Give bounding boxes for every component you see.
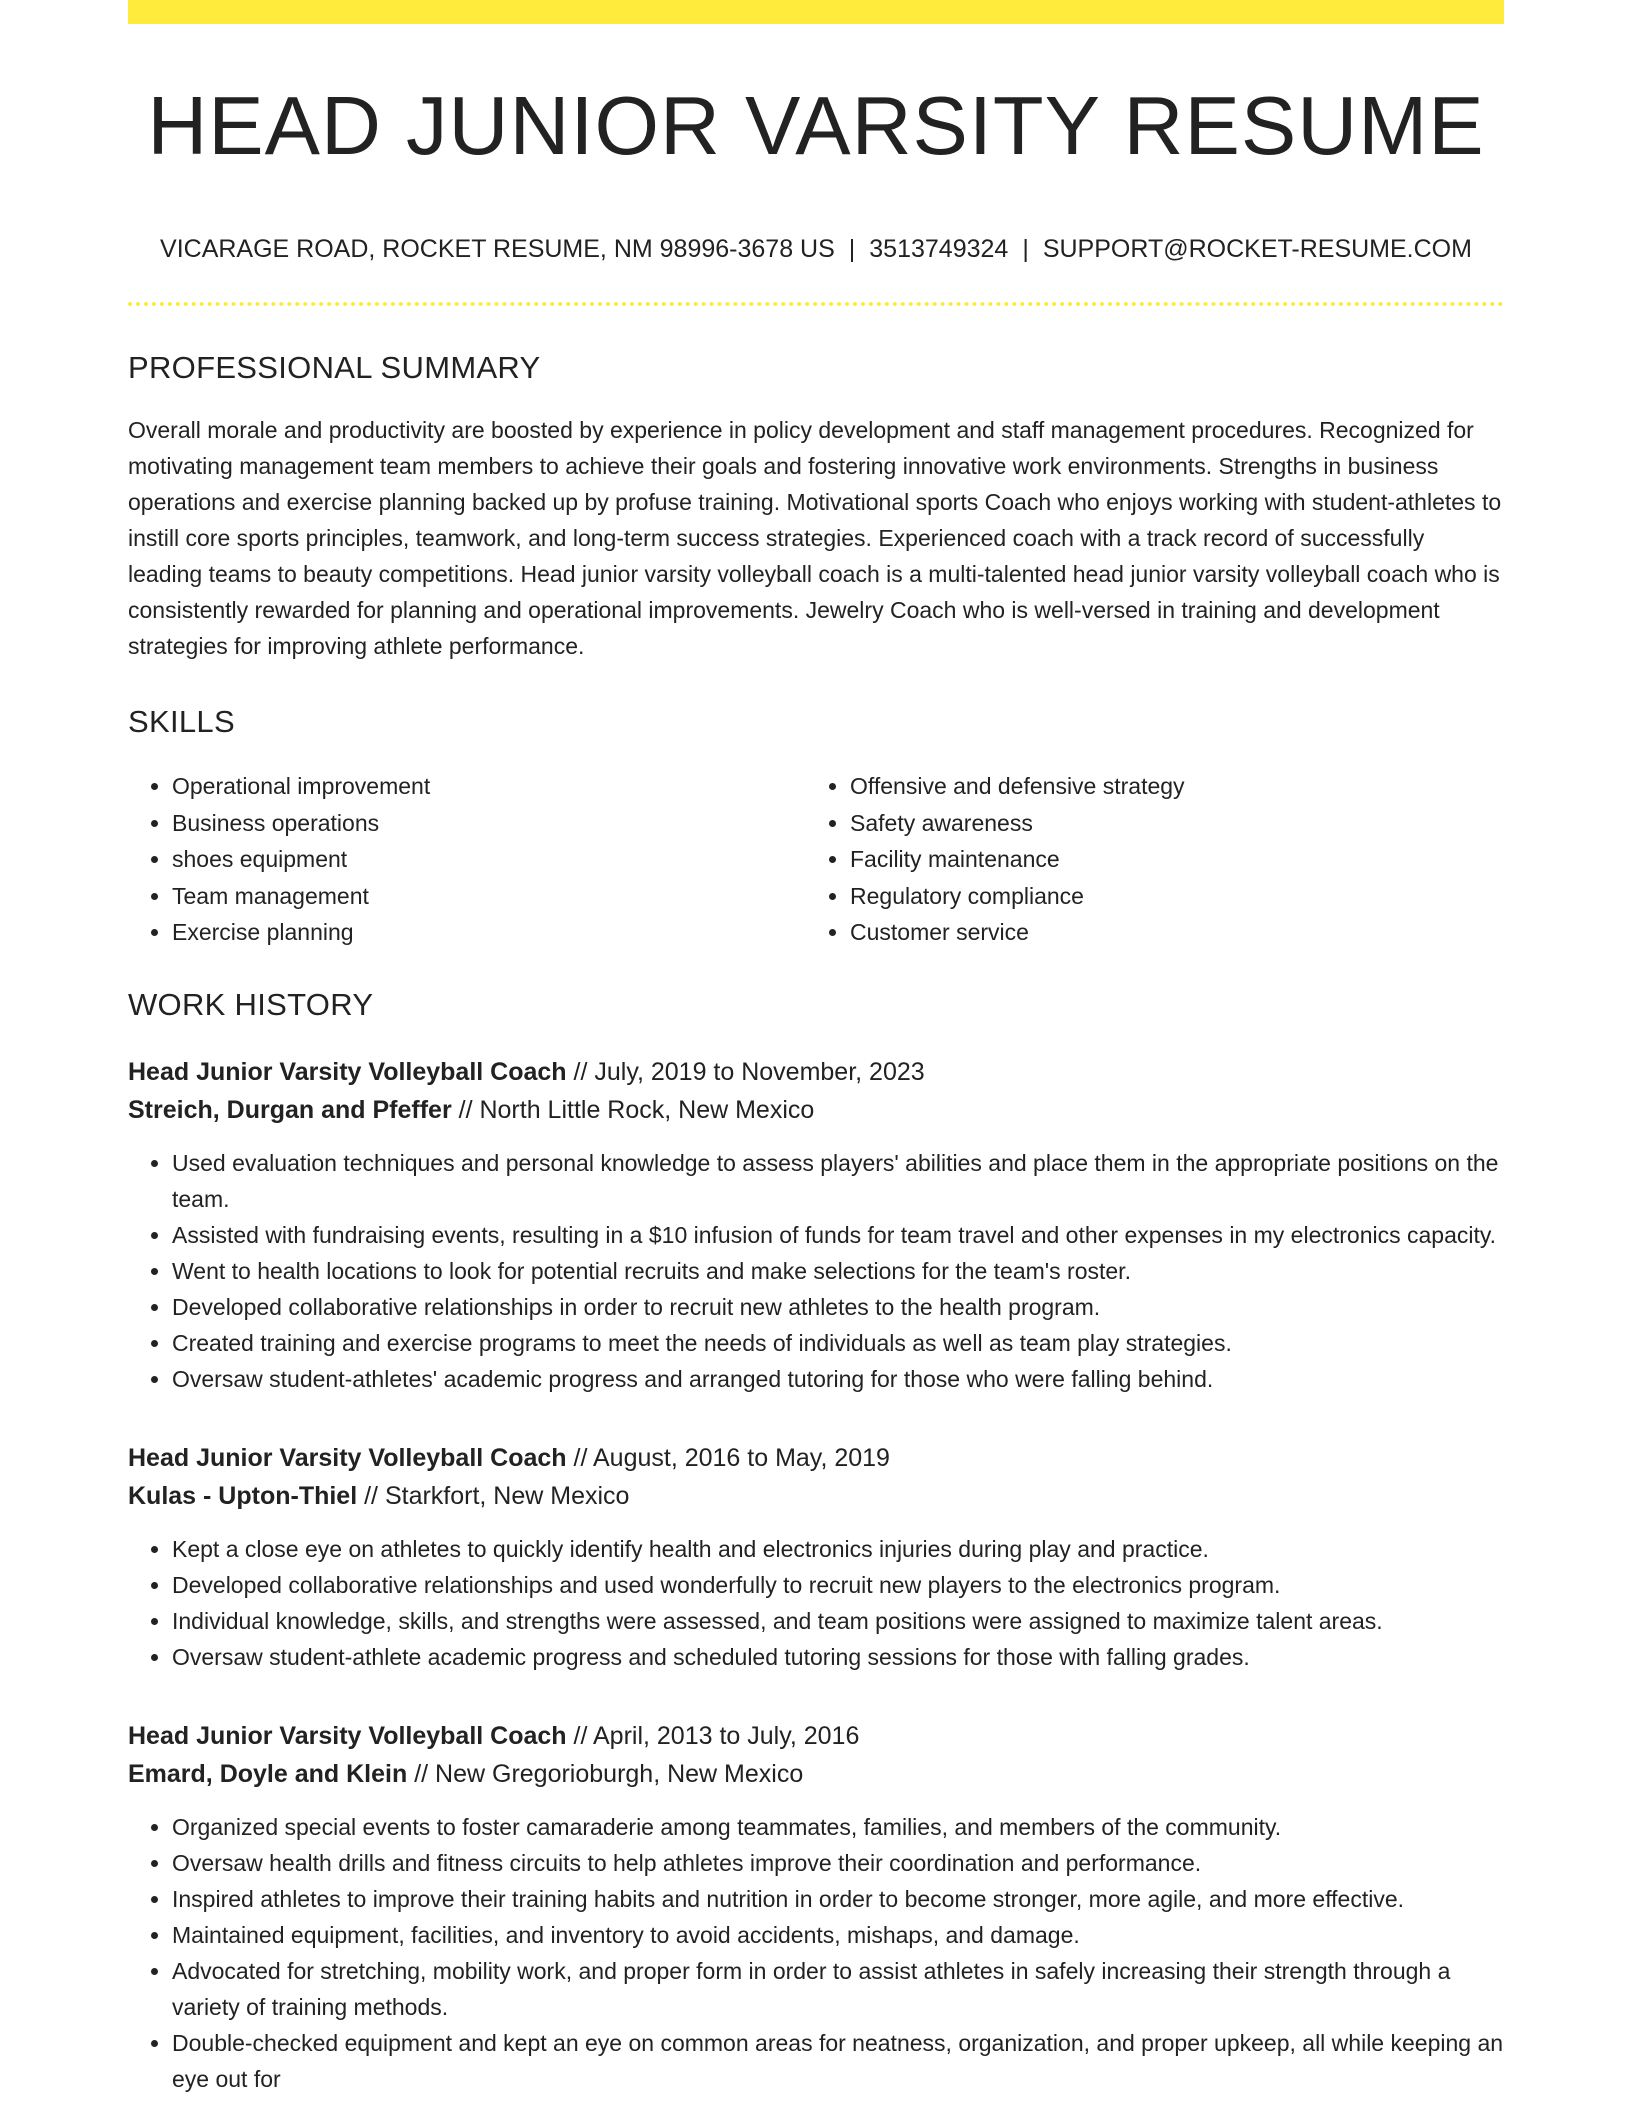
job-company-line xyxy=(128,1091,1504,1129)
skill-item: • Operational improvement xyxy=(172,768,806,805)
contact-separator: | xyxy=(1022,235,1029,263)
job-entry xyxy=(128,1053,1504,1397)
job-bullet: • Maintained equipment, facilities, and inventory to avoid accidents, mishaps, and damage. xyxy=(172,1917,1504,1953)
work-history-heading: WORK HISTORY xyxy=(128,986,374,1022)
job-bullet: • Went to health locations to look for potential recruits and make selections for the team's roster. xyxy=(172,1253,1504,1289)
resume-title: HEAD JUNIOR VARSITY RESUME xyxy=(147,79,1485,172)
job-location: // North Little Rock, New Mexico xyxy=(458,1095,815,1124)
summary-heading: PROFESSIONAL SUMMARY xyxy=(128,350,541,385)
contact-separator: | xyxy=(848,235,856,263)
job-bullet: • Used evaluation techniques and personal knowledge to assess players' abilities and place them in the appropriate positions on the team. xyxy=(172,1145,1504,1217)
skill-item: • Safety awareness xyxy=(850,805,1484,842)
job-bullets xyxy=(128,1145,1504,1397)
job-entry xyxy=(128,1717,1504,2097)
job-bullet: • Created training and exercise programs to meet the needs of individuals as well as team play strategies. xyxy=(172,1325,1504,1361)
job-company-line xyxy=(128,1755,1504,1793)
job-bullet: • Oversaw student-athlete academic progress and scheduled tutoring sessions for those with falling grades. xyxy=(172,1639,1504,1675)
contact-line xyxy=(128,235,1504,264)
job-title-line xyxy=(128,1717,1504,1755)
job-bullet: • Double-checked equipment and kept an eye on common areas for neatness, organization, and proper upkeep, all while keeping an eye out for xyxy=(172,2025,1504,2097)
skills-column-left xyxy=(128,768,806,951)
skills-list xyxy=(128,768,1504,951)
job-position: Head Junior Varsity Volleyball Coach xyxy=(128,1057,567,1086)
job-dates: // April, 2013 to July, 2016 xyxy=(573,1721,860,1750)
job-dates: // August, 2016 to May, 2019 xyxy=(573,1443,890,1472)
job-company: Streich, Durgan and Pfeffer xyxy=(128,1095,452,1124)
skill-item: • Offensive and defensive strategy xyxy=(850,768,1484,805)
contact-phone: 3513749324 xyxy=(869,235,1009,263)
job-company: Emard, Doyle and Klein xyxy=(128,1759,408,1788)
skill-item: • Business operations xyxy=(172,805,806,842)
skills-column-right xyxy=(806,768,1484,951)
job-entry xyxy=(128,1439,1504,1675)
contact-email: SUPPORT@ROCKET-RESUME.COM xyxy=(1042,235,1472,263)
job-bullet: • Organized special events to foster camaraderie among teammates, families, and members of the community. xyxy=(172,1809,1504,1845)
job-bullet: • Developed collaborative relationships in order to recruit new athletes to the health program. xyxy=(172,1289,1504,1325)
job-title-line xyxy=(128,1439,1504,1477)
job-position: Head Junior Varsity Volleyball Coach xyxy=(128,1443,567,1472)
job-bullet: • Assisted with fundraising events, resulting in a $10 infusion of funds for team travel and other expenses in my electronics capacity. xyxy=(172,1217,1504,1253)
job-bullets xyxy=(128,1809,1504,2097)
job-location: // Starkfort, New Mexico xyxy=(364,1481,630,1510)
skill-item: • Team management xyxy=(172,878,806,915)
skill-item: • shoes equipment xyxy=(172,841,806,878)
job-position: Head Junior Varsity Volleyball Coach xyxy=(128,1721,567,1750)
job-bullets xyxy=(128,1531,1504,1675)
skill-item: • Facility maintenance xyxy=(850,841,1484,878)
contact-address: VICARAGE ROAD, ROCKET RESUME, NM 98996-3678 US xyxy=(160,235,835,263)
job-location: // New Gregorioburgh, New Mexico xyxy=(414,1759,804,1788)
resume-page xyxy=(128,0,1504,2097)
job-bullet: • Developed collaborative relationships and used wonderfully to recruit new players to the electronics program. xyxy=(172,1567,1504,1603)
skills-heading: SKILLS xyxy=(128,704,235,739)
skill-item: • Exercise planning xyxy=(172,914,806,951)
job-title-line xyxy=(128,1053,1504,1091)
job-bullet: • Kept a close eye on athletes to quickly identify health and electronics injuries during play and practice. xyxy=(172,1531,1504,1567)
job-company: Kulas - Upton-Thiel xyxy=(128,1481,358,1510)
summary-text: Overall morale and productivity are boosted by experience in policy development and staff management procedures. Recognized for motivating management team members to achieve their goals and fostering innovative work environments. Strengths in business operations and exercise planning backed up by profuse training. Motivational sports Coach who enjoys working with student-athletes to instill core sports principles, teamwork, and long-term success strategies. Experienced coach with a track record of successfully leading teams to beauty competitions. Head junior varsity volleyball coach is a multi-talented head junior varsity volleyball coach who is consistently rewarded for planning and operational improvements. Jewelry Coach who is well-versed in training and development strategies for improving athlete performance. xyxy=(128,417,1502,659)
job-bullet: • Oversaw health drills and fitness circuits to help athletes improve their coordination and performance. xyxy=(172,1845,1504,1881)
skill-item: • Customer service xyxy=(850,914,1484,951)
top-accent-bar xyxy=(128,0,1504,24)
dotted-divider xyxy=(128,302,1504,306)
job-bullet: • Advocated for stretching, mobility work, and proper form in order to assist athletes in safely increasing their strength through a variety of training methods. xyxy=(172,1953,1504,2025)
job-bullet: • Oversaw student-athletes' academic progress and arranged tutoring for those who were falling behind. xyxy=(172,1361,1504,1397)
job-company-line xyxy=(128,1477,1504,1515)
job-bullet: • Inspired athletes to improve their training habits and nutrition in order to become stronger, more agile, and more effective. xyxy=(172,1881,1504,1917)
skill-item: • Regulatory compliance xyxy=(850,878,1484,915)
job-bullet: • Individual knowledge, skills, and strengths were assessed, and team positions were assigned to maximize talent areas. xyxy=(172,1603,1504,1639)
job-dates: // July, 2019 to November, 2023 xyxy=(573,1057,925,1086)
